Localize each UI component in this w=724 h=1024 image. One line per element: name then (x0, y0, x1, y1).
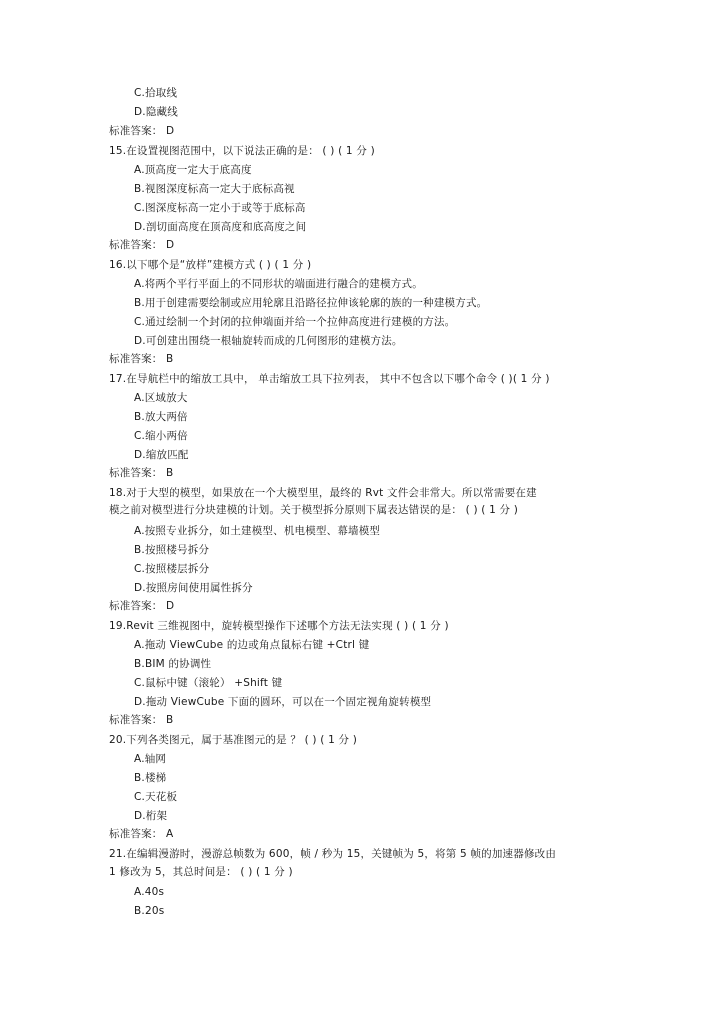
answer-option: D.桁架 (134, 810, 168, 822)
answer-option: D.按照房间使用属性拆分 (134, 582, 253, 594)
question-text: 20.下列各类图元，属于基准图元的是 ？ ( ) ( 1 分 ) (109, 734, 358, 746)
standard-answer: 标准答案： B (109, 467, 174, 479)
answer-option: C.按照楼层拆分 (134, 563, 210, 575)
answer-option: C.拾取线 (134, 87, 178, 99)
question-text: 1 修改为 5，其总时间是： ( ) ( 1 分 ) (109, 866, 293, 878)
answer-option: A.区域放大 (134, 392, 188, 404)
standard-answer: 标准答案： A (109, 828, 174, 840)
answer-option: B.视图深度标高一定大于底标高视 (134, 183, 295, 195)
answer-option: B.BIM 的协调性 (134, 658, 212, 670)
answer-option: A.拖动 ViewCube 的边或角点鼠标右键 +Ctrl 键 (134, 639, 370, 651)
answer-option: A.将两个平行平面上的不同形状的端面进行融合的建模方式。 (134, 278, 423, 290)
answer-option: B.按照楼号拆分 (134, 544, 210, 556)
answer-option: D.缩放匹配 (134, 449, 189, 461)
question-text: 17.在导航栏中的缩放工具中， 单击缩放工具下拉列表， 其中不包含以下哪个命令 ( )( 1 分 ) (109, 373, 550, 385)
answer-option: B.用于创建需要绘制或应用轮廓且沿路径拉伸该轮廓的族的一种建模方式。 (134, 297, 488, 309)
standard-answer: 标准答案： B (109, 714, 174, 726)
answer-option: D.拖动 ViewCube 下面的圆环，可以在一个固定视角旋转模型 (134, 696, 432, 708)
question-text: 19.Revit 三维视图中，旋转模型操作下述哪个方法无法实现 ( ) ( 1 分 ) (109, 620, 449, 632)
answer-option: A.40s (134, 886, 165, 898)
answer-option: D.可创建出围绕一根轴旋转而成的几何图形的建模方法。 (134, 335, 403, 347)
answer-option: C.图深度标高一定小于或等于底标高 (134, 202, 306, 214)
standard-answer: 标准答案： D (109, 600, 175, 612)
answer-option: C.天花板 (134, 791, 178, 803)
answer-option: C.缩小两倍 (134, 430, 188, 442)
standard-answer: 标准答案： D (109, 125, 175, 137)
question-text: 模之前对模型进行分块建模的计划。关于模型拆分原则下属表达错误的是： ( ) ( 1 分 ) (109, 504, 519, 516)
answer-option: B.楼梯 (134, 772, 167, 784)
answer-option: A.按照专业拆分，如土建模型、机电模型、幕墙模型 (134, 525, 381, 537)
answer-option: A.顶高度一定大于底高度 (134, 164, 252, 176)
question-text: 21.在编辑漫游时，漫游总帧数为 600，帧 / 秒为 15，关键帧为 5，将第 5 帧的加速器修改由 (109, 848, 557, 860)
answer-option: C.通过绘制一个封闭的拉伸端面并给一个拉伸高度进行建模的方法。 (134, 316, 456, 328)
answer-option: B.20s (134, 905, 165, 917)
answer-option: D.隐藏线 (134, 106, 178, 118)
answer-option: C.鼠标中键（滚轮） +Shift 键 (134, 677, 283, 689)
question-text: 16.以下哪个是“放样”建模方式 ( ) ( 1 分 ) (109, 259, 312, 271)
question-text: 15.在设置视图范围中，以下说法正确的是： ( ) ( 1 分 ) (109, 145, 375, 157)
question-text: 18.对于大型的模型，如果放在一个大模型里，最终的 Rvt 文件会非常大。所以常需要在建 (109, 487, 537, 499)
answer-option: D.剖切面高度在顶高度和底高度之间 (134, 221, 307, 233)
standard-answer: 标准答案： B (109, 353, 174, 365)
answer-option: A.轴网 (134, 753, 167, 765)
answer-option: B.放大两倍 (134, 411, 188, 423)
standard-answer: 标准答案： D (109, 239, 175, 251)
